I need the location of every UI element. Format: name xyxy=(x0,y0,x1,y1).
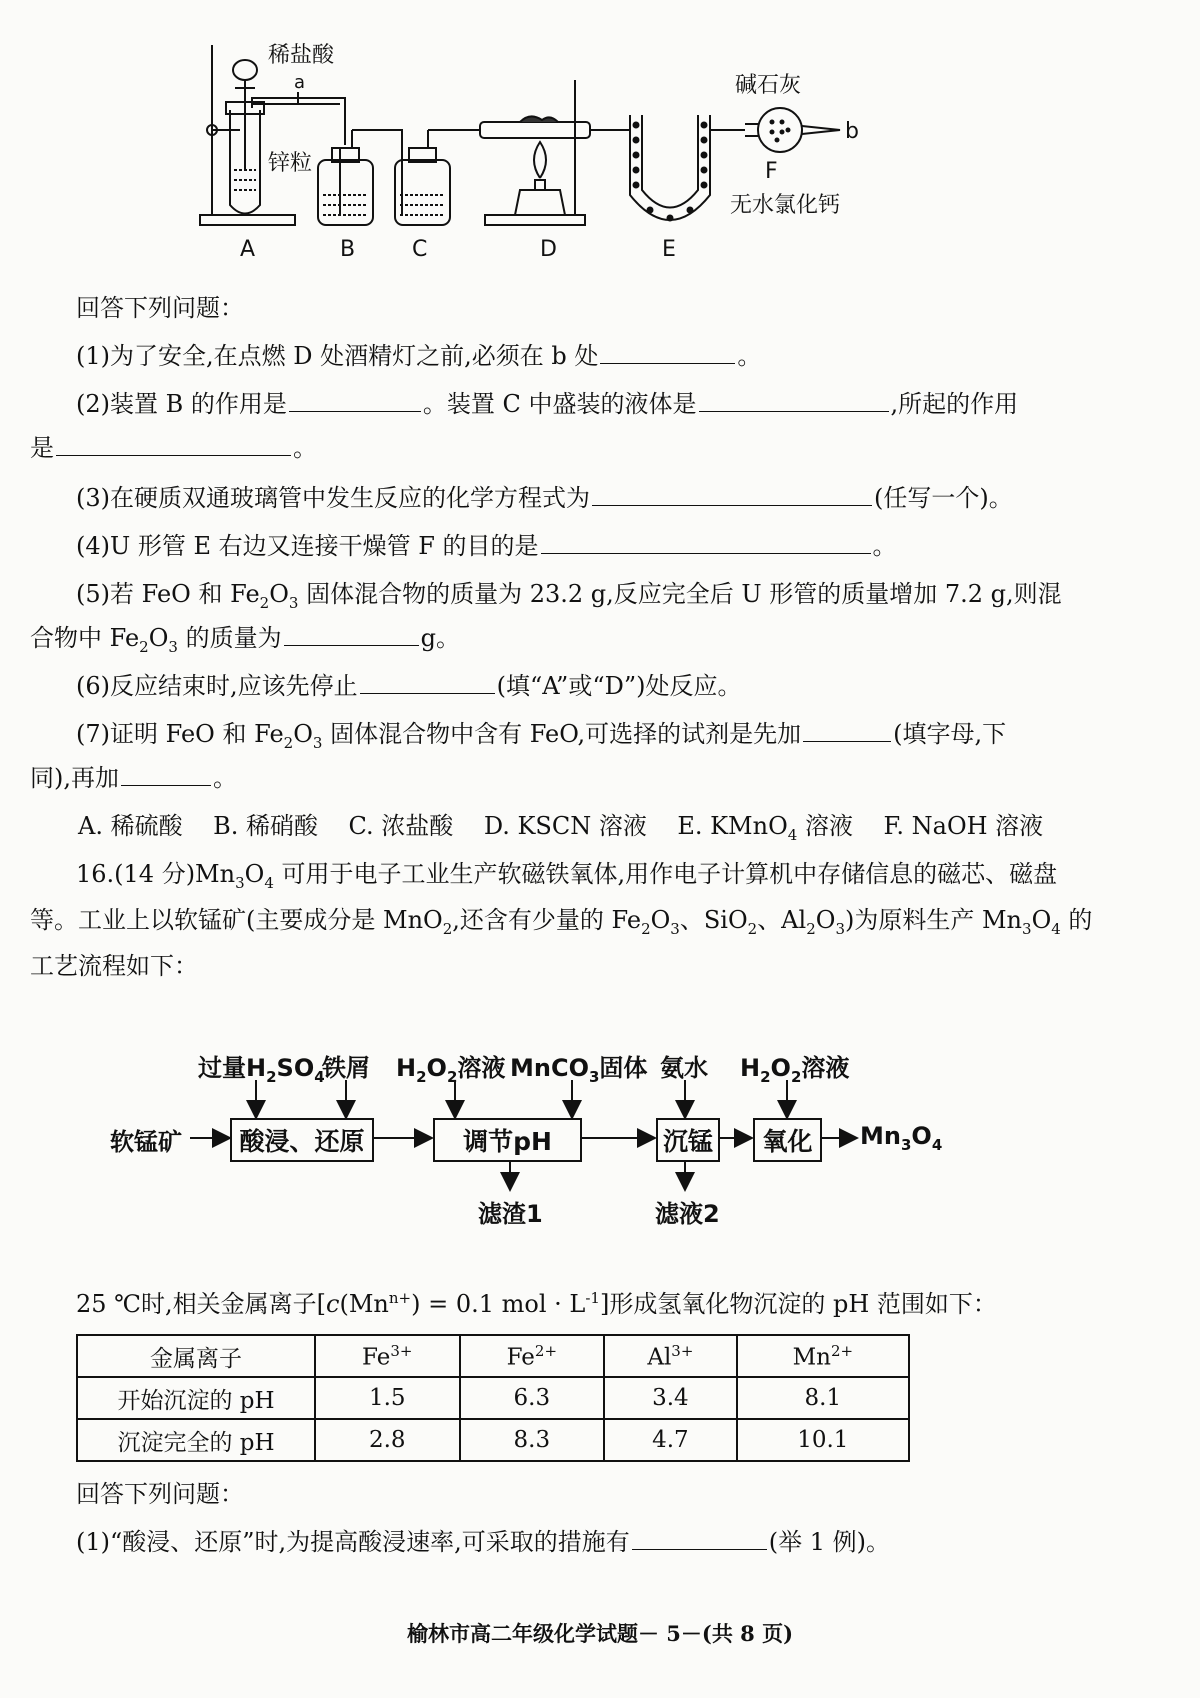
reagent-h2o2-1: $H_2O_2$溶液 xyxy=(396,1054,506,1086)
step-precipitate: 沉锰 xyxy=(656,1118,720,1162)
label-a: A xyxy=(240,237,256,262)
table-cell: 沉淀完全的 pH xyxy=(77,1419,315,1461)
answer-blank[interactable] xyxy=(284,623,419,646)
process-flow xyxy=(110,1054,1030,1258)
answer-blank[interactable] xyxy=(632,1527,767,1550)
options-row xyxy=(78,810,1043,851)
table-cell: 3.4 xyxy=(604,1377,737,1419)
label-c: C xyxy=(412,237,428,262)
answer-blank[interactable] xyxy=(56,433,291,456)
step-acid-leach: 酸浸、还原 xyxy=(230,1118,374,1162)
waste-filtrate-2: 滤液2 xyxy=(655,1200,720,1228)
table-header-cell: $Mn^{2+}$ xyxy=(737,1335,909,1377)
table-cell: 开始沉淀的 pH xyxy=(77,1377,315,1419)
label-d: D xyxy=(540,237,557,262)
question-7: (7)证明 FeO 和 $Fe_2O_3$ 固体混合物中含有 FeO,可选择的试剂是先加 (填字母,下 xyxy=(76,720,1007,752)
label-soda-lime: 碱石灰 xyxy=(735,73,802,98)
table-header-cell: 金属离子 xyxy=(77,1335,315,1377)
table-cell: 6.3 xyxy=(460,1377,605,1419)
table-cell: 8.3 xyxy=(460,1419,605,1461)
flow-product: $Mn_3O_4$ xyxy=(860,1122,943,1154)
table-intro: 25 ℃时,相关金属离子[$c(Mn^{n+}) = 0.1$ mol · $L^{-1}$]形成氢氧化物沉淀的 pH 范围如下： xyxy=(76,1289,997,1318)
answer-blank[interactable] xyxy=(699,389,889,412)
intro-text: 回答下列问题： xyxy=(76,294,244,322)
question-6: (6)反应结束时,应该先停止 (填“A”或“D”)处反应。 xyxy=(76,672,742,700)
intro-text-2: 回答下列问题： xyxy=(76,1480,244,1508)
step-oxidize: 氧化 xyxy=(753,1118,822,1162)
answer-blank[interactable] xyxy=(592,483,872,506)
reagent-h2so4: 过量$H_2SO_4$ xyxy=(198,1054,325,1086)
label-valve: a xyxy=(294,72,306,93)
question-5-line2: 合物中 $Fe_2O_3$ 的质量为 g。 xyxy=(30,624,460,656)
reagent-iron: 铁屑 xyxy=(322,1054,370,1082)
flow-input: 软锰矿 xyxy=(110,1128,182,1156)
label-cacl2: 无水氯化钙 xyxy=(730,193,841,218)
question-2: (2)装置 B 的作用是 。装置 C 中盛装的液体是 ,所起的作用 xyxy=(76,390,1019,418)
page-footer: 榆林市高二年级化学试题－ 5－(共 8 页) xyxy=(406,1621,794,1646)
waste-residue-1: 滤渣1 xyxy=(478,1200,543,1228)
question-16-1: (1)“酸浸、还原”时,为提高酸浸速率,可采取的措施有 (举 1 例)。 xyxy=(76,1528,891,1556)
answer-blank[interactable] xyxy=(600,341,735,364)
option-f: F. NaOH 溶液 xyxy=(883,812,1044,840)
table-row xyxy=(77,1377,909,1419)
table-header-cell: $Fe^{3+}$ xyxy=(315,1335,460,1377)
question-7-line2: 同),再加 。 xyxy=(30,764,237,792)
reagent-h2o2-2: $H_2O_2$溶液 xyxy=(740,1054,850,1086)
label-acid: 稀盐酸 xyxy=(268,43,335,68)
table-header-cell: $Al^{3+}$ xyxy=(604,1335,737,1377)
table-cell: 8.1 xyxy=(737,1377,909,1419)
answer-blank[interactable] xyxy=(803,719,891,742)
stand-base-a xyxy=(200,215,295,225)
question-1: (1)为了安全,在点燃 D 处酒精灯之前,必须在 b 处 。 xyxy=(76,342,762,370)
option-e: E. KMnO$_4$ 溶液 xyxy=(677,812,853,844)
question-3: (3)在硬质双通玻璃管中发生反应的化学方程式为 (任写一个)。 xyxy=(76,484,1013,512)
table-header-row xyxy=(77,1335,909,1377)
label-e: E xyxy=(662,237,676,262)
answer-blank[interactable] xyxy=(121,763,211,786)
table-cell: 10.1 xyxy=(737,1419,909,1461)
question-16-line2: 等。工业上以软锰矿(主要成分是 MnO$_2$,还含有少量的 $Fe_2O_3$、SiO$_2$、$Al_2O_3$)为原料生产 $Mn_3O_4$ 的 xyxy=(30,906,1093,938)
label-b: B xyxy=(340,237,356,262)
option-d: D. KSCN 溶液 xyxy=(483,812,647,840)
question-2-line2: 是 。 xyxy=(30,434,317,462)
option-b: B. 稀硝酸 xyxy=(213,812,319,840)
step-adjust-ph: 调节pH xyxy=(433,1118,582,1162)
reagent-ammonia: 氨水 xyxy=(660,1054,708,1082)
question-16-line1: 16.(14 分)$Mn_3O_4$ 可用于电子工业生产软磁铁氧体,用作电子计算机中存储信息的磁芯、磁盘 xyxy=(76,860,1058,892)
question-16-line3: 工艺流程如下： xyxy=(30,952,198,980)
answer-blank[interactable] xyxy=(541,531,871,554)
label-outlet: b xyxy=(845,119,859,144)
option-c: C. 浓盐酸 xyxy=(348,812,454,840)
label-f: F xyxy=(765,159,778,184)
table-cell: 2.8 xyxy=(315,1419,460,1461)
table-cell: 1.5 xyxy=(315,1377,460,1419)
answer-blank[interactable] xyxy=(360,671,495,694)
table-header-cell: $Fe^{2+}$ xyxy=(460,1335,605,1377)
label-zinc: 锌粒 xyxy=(268,151,313,176)
reagent-mnco3: MnCO$_3$固体 xyxy=(510,1054,648,1086)
question-5: (5)若 FeO 和 $Fe_2O_3$ 固体混合物的质量为 23.2 g,反应完全后 U 形管的质量增加 7.2 g,则混 xyxy=(76,580,1062,612)
option-a: A. 稀硫酸 xyxy=(78,812,183,840)
apparatus-diagram xyxy=(190,30,950,290)
answer-blank[interactable] xyxy=(289,389,421,412)
question-4: (4)U 形管 E 右边又连接干燥管 F 的目的是 。 xyxy=(76,532,897,560)
table-row xyxy=(77,1419,909,1461)
table-cell: 4.7 xyxy=(604,1419,737,1461)
ph-table xyxy=(76,1334,910,1462)
